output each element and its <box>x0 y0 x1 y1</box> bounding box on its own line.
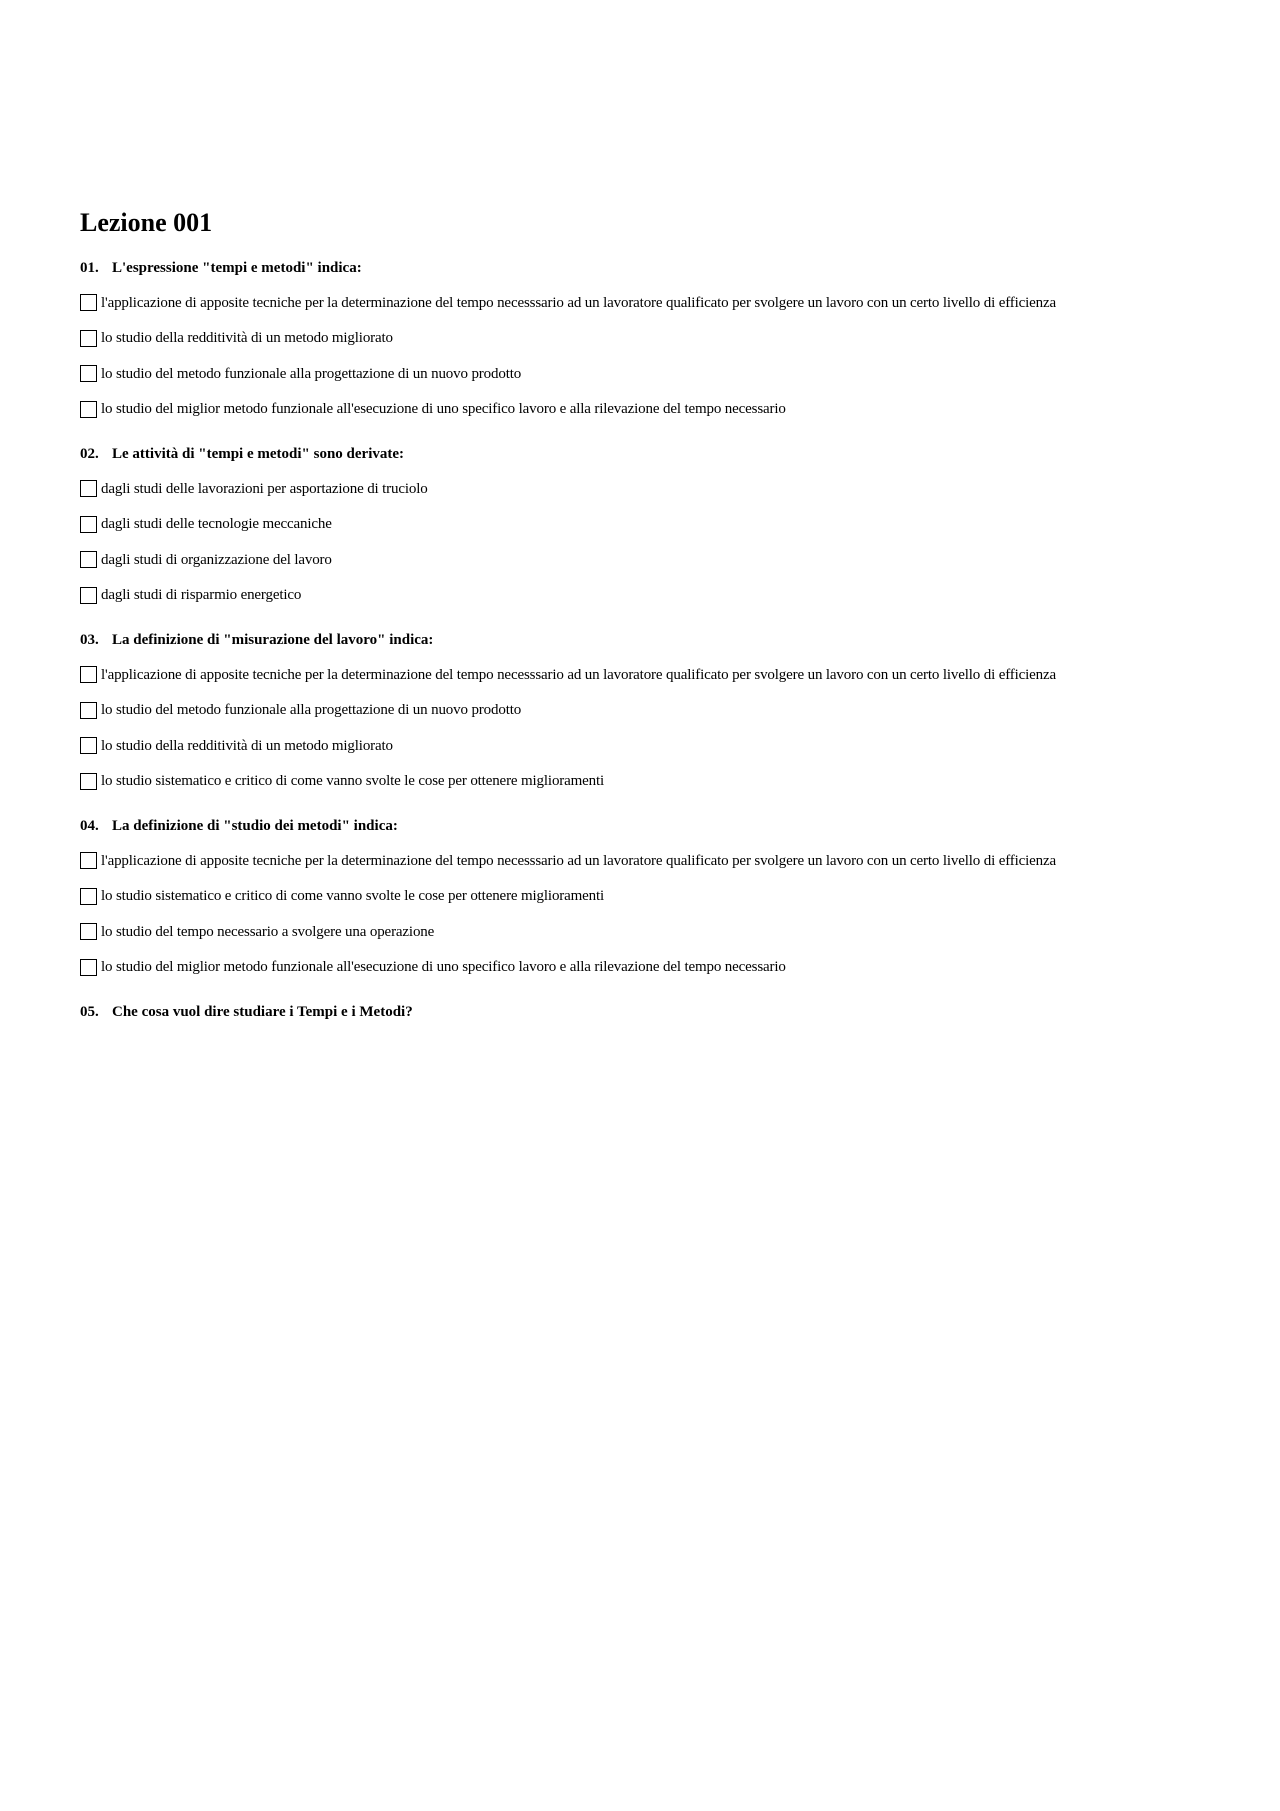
answer-option-label: l'applicazione di apposite tecniche per la determinazione del tempo necesssario ad un lavoratore qualificato per svolgere un lavoro con un certo livello di efficienza <box>101 852 1057 869</box>
answer-option-label: lo studio del metodo funzionale alla progettazione di un nuovo prodotto <box>101 365 522 382</box>
question-number: 05. <box>80 1004 99 1020</box>
answer-option-label: lo studio del miglior metodo funzionale all'esecuzione di uno specifico lavoro e alla rilevazione del tempo necessario <box>101 959 786 976</box>
answer-option[interactable] <box>80 542 1230 578</box>
answer-option-label: l'applicazione di apposite tecniche per la determinazione del tempo necesssario ad un lavoratore qualificato per svolgere un lavoro con un certo livello di efficienza <box>101 666 1057 683</box>
question-03 <box>80 630 1230 799</box>
question-number: 03. <box>80 632 99 648</box>
answer-option-label: lo studio del miglior metodo funzionale all'esecuzione di uno specifico lavoro e alla rilevazione del tempo necessario <box>101 401 786 418</box>
question-list <box>80 258 1230 1022</box>
question-04 <box>80 816 1230 985</box>
question-number: 01. <box>80 260 99 276</box>
answer-option-label: dagli studi di organizzazione del lavoro <box>101 551 332 568</box>
answer-checkbox[interactable] <box>80 888 97 905</box>
answer-checkbox[interactable] <box>80 480 97 497</box>
answer-checkbox[interactable] <box>80 923 97 940</box>
question-05 <box>80 1002 1230 1022</box>
question-heading <box>80 444 1230 464</box>
answer-option[interactable] <box>80 764 1230 800</box>
question-heading <box>80 258 1230 278</box>
answer-option-label: lo studio della redditività di un metodo migliorato <box>101 330 393 347</box>
answer-checkbox[interactable] <box>80 330 97 347</box>
answer-option-label: lo studio sistematico e critico di come vanno svolte le cose per ottenere miglioramenti <box>101 888 605 905</box>
question-heading <box>80 816 1230 836</box>
answer-checkbox[interactable] <box>80 587 97 604</box>
answer-checkbox[interactable] <box>80 737 97 754</box>
answer-checkbox[interactable] <box>80 365 97 382</box>
question-02 <box>80 444 1230 613</box>
question-text: Che cosa vuol dire studiare i Tempi e i Metodi? <box>112 1004 413 1020</box>
question-text: Le attività di "tempi e metodi" sono derivate: <box>112 446 405 462</box>
answer-checkbox[interactable] <box>80 852 97 869</box>
question-01 <box>80 258 1230 427</box>
answer-option[interactable] <box>80 693 1230 729</box>
answer-option[interactable] <box>80 321 1230 357</box>
answer-checkbox[interactable] <box>80 551 97 568</box>
answer-option[interactable] <box>80 507 1230 543</box>
quiz-page <box>80 206 1230 1039</box>
answer-option-label: lo studio della redditività di un metodo migliorato <box>101 737 393 754</box>
answer-option[interactable] <box>80 657 1230 693</box>
answer-option-label: l'applicazione di apposite tecniche per la determinazione del tempo necesssario ad un lavoratore qualificato per svolgere un lavoro con un certo livello di efficienza <box>101 294 1057 311</box>
question-heading <box>80 630 1230 650</box>
question-number: 02. <box>80 446 99 462</box>
answer-option-label: dagli studi delle tecnologie meccaniche <box>101 516 332 533</box>
answer-option[interactable] <box>80 950 1230 986</box>
answer-checkbox[interactable] <box>80 294 97 311</box>
question-text: L'espressione "tempi e metodi" indica: <box>112 260 362 276</box>
answer-checkbox[interactable] <box>80 666 97 683</box>
answer-checkbox[interactable] <box>80 959 97 976</box>
answer-option[interactable] <box>80 392 1230 428</box>
answer-option-label: lo studio sistematico e critico di come vanno svolte le cose per ottenere miglioramenti <box>101 773 605 790</box>
question-text: La definizione di "studio dei metodi" indica: <box>112 818 398 834</box>
question-heading <box>80 1002 1230 1022</box>
answer-option[interactable] <box>80 578 1230 614</box>
answer-option[interactable] <box>80 471 1230 507</box>
answer-option-label: lo studio del metodo funzionale alla progettazione di un nuovo prodotto <box>101 702 522 719</box>
lesson-title: Lezione 001 <box>80 208 213 237</box>
answer-checkbox[interactable] <box>80 702 97 719</box>
answer-option[interactable] <box>80 728 1230 764</box>
answer-option-label: dagli studi delle lavorazioni per asportazione di truciolo <box>101 480 428 497</box>
answer-checkbox[interactable] <box>80 516 97 533</box>
answer-option[interactable] <box>80 356 1230 392</box>
answer-option[interactable] <box>80 843 1230 879</box>
answer-option[interactable] <box>80 879 1230 915</box>
answer-checkbox[interactable] <box>80 401 97 418</box>
question-text: La definizione di "misurazione del lavoro" indica: <box>112 632 434 648</box>
answer-option-label: lo studio del tempo necessario a svolgere una operazione <box>101 923 435 940</box>
question-number: 04. <box>80 818 99 834</box>
answer-option[interactable] <box>80 914 1230 950</box>
answer-option-label: dagli studi di risparmio energetico <box>101 587 302 604</box>
answer-option[interactable] <box>80 285 1230 321</box>
answer-checkbox[interactable] <box>80 773 97 790</box>
